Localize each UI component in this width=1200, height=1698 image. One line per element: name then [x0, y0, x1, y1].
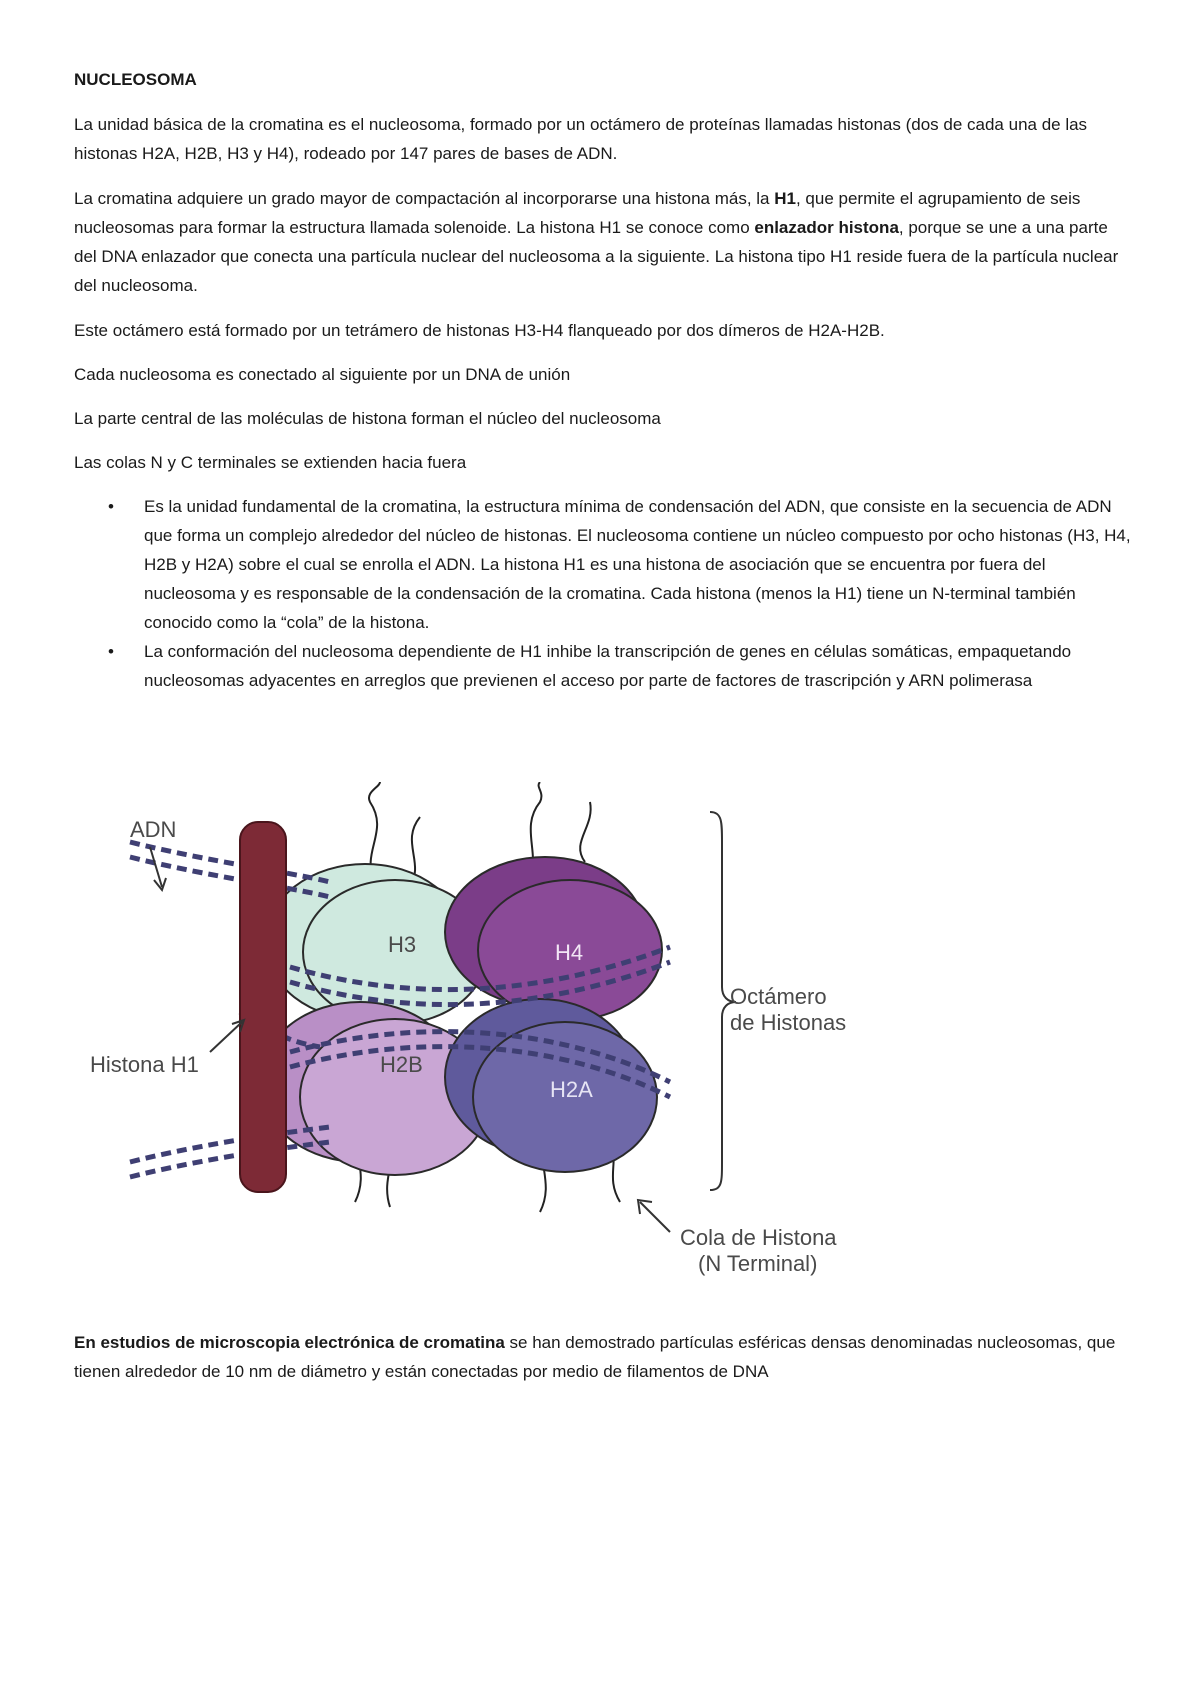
nucleosome-diagram [90, 782, 930, 1302]
label-histona-h1: Histona H1 [90, 1052, 199, 1077]
paragraph-octamer: Este octámero está formado por un tetrámero de histonas H3-H4 flanqueado por dos dímeros de H2A-H2B. [74, 321, 885, 340]
paragraph-h1-text-c: , que permite el agrupamiento de seis nucleosomas para formar la estructura llamada solenoide. La histona H1 se conoce como [74, 189, 1081, 237]
paragraph-h1-text-e: , porque se une a una parte del DNA enlazador que conecta una partícula nuclear del nucleosoma a la siguiente. La histona tipo H1 reside fuera de la partícula nuclear del nucleosoma. [74, 218, 1119, 295]
paragraph-core: La parte central de las moléculas de histona forman el núcleo del nucleosoma [74, 409, 661, 428]
document-body [74, 70, 1134, 695]
bullet-list [74, 492, 1134, 695]
label-octamer-line1: Octámero [730, 984, 827, 1009]
h1-histone-bar [240, 822, 286, 1192]
tail-arrow-icon [640, 1202, 670, 1232]
paragraph-tails: Las colas N y C terminales se extienden hacia fuera [74, 453, 467, 472]
paragraph-h1 [74, 184, 1134, 300]
label-tail-line2: (N Terminal) [698, 1251, 818, 1276]
paragraph-microscopy-bold: En estudios de microscopia electrónica de cromatina [74, 1333, 505, 1352]
paragraph-linker-dna: Cada nucleosoma es conectado al siguiente por un DNA de unión [74, 365, 571, 384]
label-h2a: H2A [550, 1077, 593, 1102]
paragraph-h1-bold-linker: enlazador histona [754, 218, 899, 237]
bullet-icon: • [108, 642, 114, 661]
label-h2b: H2B [380, 1052, 423, 1077]
list-item-text: La conformación del nucleosoma dependiente de H1 inhibe la transcripción de genes en células somáticas, empaquetando nucleosomas adyacentes en arreglos que previenen el acceso por parte de factores de trascripción y ARN polimerasa [144, 642, 1072, 690]
paragraph-intro: La unidad básica de la cromatina es el nucleosoma, formado por un octámero de proteínas llamadas histonas (dos de cada una de las histonas H2A, H2B, H3 y H4), rodeado por 147 pares de bases de ADN. [74, 115, 1088, 163]
list-item [108, 492, 1134, 637]
label-adn: ADN [130, 817, 177, 842]
label-tail-line1: Cola de Histona [680, 1225, 837, 1250]
h1-arrow-icon [210, 1022, 242, 1052]
label-h4: H4 [555, 940, 584, 965]
bullet-icon: • [108, 497, 114, 516]
paragraph-microscopy-text: se han demostrado partículas esféricas densas denominadas nucleosomas, que tienen alrededor de 10 nm de diámetro y están conectadas por medio de filamentos de DNA [74, 1333, 1116, 1381]
paragraph-h1-text-a: La cromatina adquiere un grado mayor de compactación al incorporarse una histona más, la [74, 189, 775, 208]
list-item [108, 637, 1134, 695]
paragraph-h1-bold-h1: H1 [774, 189, 796, 208]
list-item-text: Es la unidad fundamental de la cromatina, la estructura mínima de condensación del ADN, que consiste en la secuencia de ADN que forma un complejo alrededor del núcleo de histonas. El nucleosoma contiene un núcleo compuesto por ocho histonas (H3, H4, H2B y H2A) sobre el cual se enrolla el ADN. La histona H1 es una histona de asociación que se encuentra por fuera del nucleosoma y es responsable de la condensación de la cromatina. Cada histona (menos la H1) tiene un N-terminal también conocido como la “cola” de la histona. [144, 497, 1131, 632]
label-h3: H3 [388, 932, 417, 957]
document-title: NUCLEOSOMA [74, 70, 197, 89]
label-octamer-line2: de Histonas [730, 1010, 847, 1035]
paragraph-microscopy [74, 1328, 1134, 1386]
final-paragraph-block [74, 1328, 1134, 1402]
